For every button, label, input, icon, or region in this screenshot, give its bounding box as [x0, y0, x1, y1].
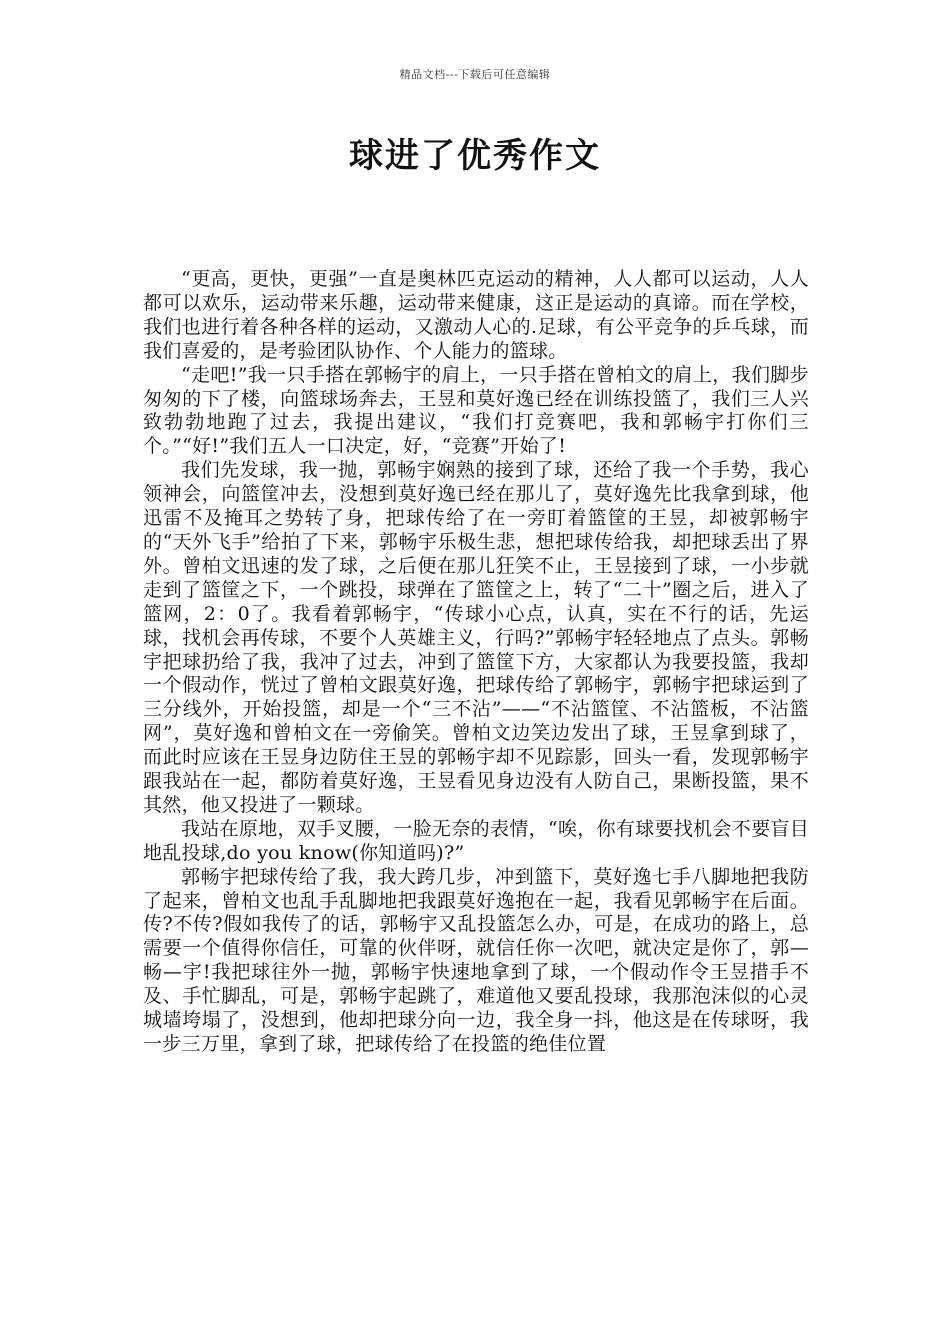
document-title: 球进了优秀作文 [349, 136, 601, 176]
paragraph: 郭畅宇把球传给了我，我大跨几步，冲到篮下，莫好逸七手八脚地把我防了起来，曾柏文也乱手乱脚地把我跟莫好逸抱在一起，我看见郭畅宇在后面。传?不传?假如我传了的话，郭畅宇又乱投篮怎么办，可是，在成功的路上，总需要一个值得你信任，可靠的伙伴呀，就信任你一次吧，就决定是你了，郭—畅—宇!我把球往外一抛，郭畅宇快速地拿到了球，一个假动作令王昱措手不及、手忙脚乱，可是，郭畅宇起跳了，难道他又要乱投球，我那泡沫似的心灵城墙垮塌了，没想到，他却把球分向一边，我全身一抖，他这是在传球呀，我一步三万里，拿到了球，把球传给了在投篮的绝佳位置 [143, 865, 809, 1055]
paragraph: 我站在原地，双手叉腰，一脸无奈的表情，“唉，你有球要找机会不要盲目地乱投球,do you know(你知道吗)?” [143, 817, 809, 864]
paragraph: “更高，更快，更强”一直是奥林匹克运动的精神，人人都可以运动，人人都可以欢乐，运动带来乐趣，运动带来健康，这正是运动的真谛。而在学校，我们也进行着各种各样的运动，又激动人心的.足球，有公平竞争的乒乓球，而我们喜爱的，是考验团队协作、个人能力的篮球。 [143, 268, 809, 362]
document-body [143, 268, 809, 1057]
header-note: 精品文档---下载后可任意编辑 [399, 68, 551, 81]
paragraph: “走吧!”我一只手搭在郭畅宇的肩上，一只手搭在曾柏文的肩上，我们脚步匆匆的下了楼，向篮球场奔去，王昱和莫好逸已经在训练投篮了，我们三人兴致勃勃地跑了过去，我提出建议，“我们打竞赛吧，我和郭畅宇打你们三个。”“好!”我们五人一口决定，好，“竞赛”开始了! [143, 363, 809, 458]
paragraph: 我们先发球，我一抛，郭畅宇娴熟的接到了球，还给了我一个手势，我心领神会，向篮筐冲去，没想到莫好逸已经在那儿了，莫好逸先比我拿到球，他迅雷不及掩耳之势转了身，把球传给了在一旁盯着篮筐的王昱，却被郭畅宇的“天外飞手”给拍了下来，郭畅宇乐极生悲，想把球传给我，却把球丢出了界外。曾柏文迅速的发了球，之后便在那儿狂笑不止，王昱接到了球，一小步就走到了篮筐之下，一个跳投，球弹在了篮筐之上，转了“二十”圈之后，进入了篮网，2：0了。我看着郭畅宇，“传球小心点，认真，实在不行的话，先运球，找机会再传球，不要个人英雄主义，行吗?”郭畅宇轻轻地点了点头。郭畅宇把球扔给了我，我冲了过去，冲到了篮筐下方，大家都认为我要投篮，我却一个假动作，恍过了曾柏文跟莫好逸，把球传给了郭畅宇，郭畅宇把球运到了三分线外，开始投篮，却是一个“三不沾”——“不沾篮筐、不沾篮板，不沾篮网”，莫好逸和曾柏文在一旁偷笑。曾柏文边笑边发出了球，王昱拿到球了，而此时应该在王昱身边防住王昱的郭畅宇却不见踪影，回头一看，发现郭畅宇跟我站在一起，都防着莫好逸，王昱看见身边没有人防自己，果断投篮，果不其然，他又投进了一颗球。 [143, 459, 809, 816]
